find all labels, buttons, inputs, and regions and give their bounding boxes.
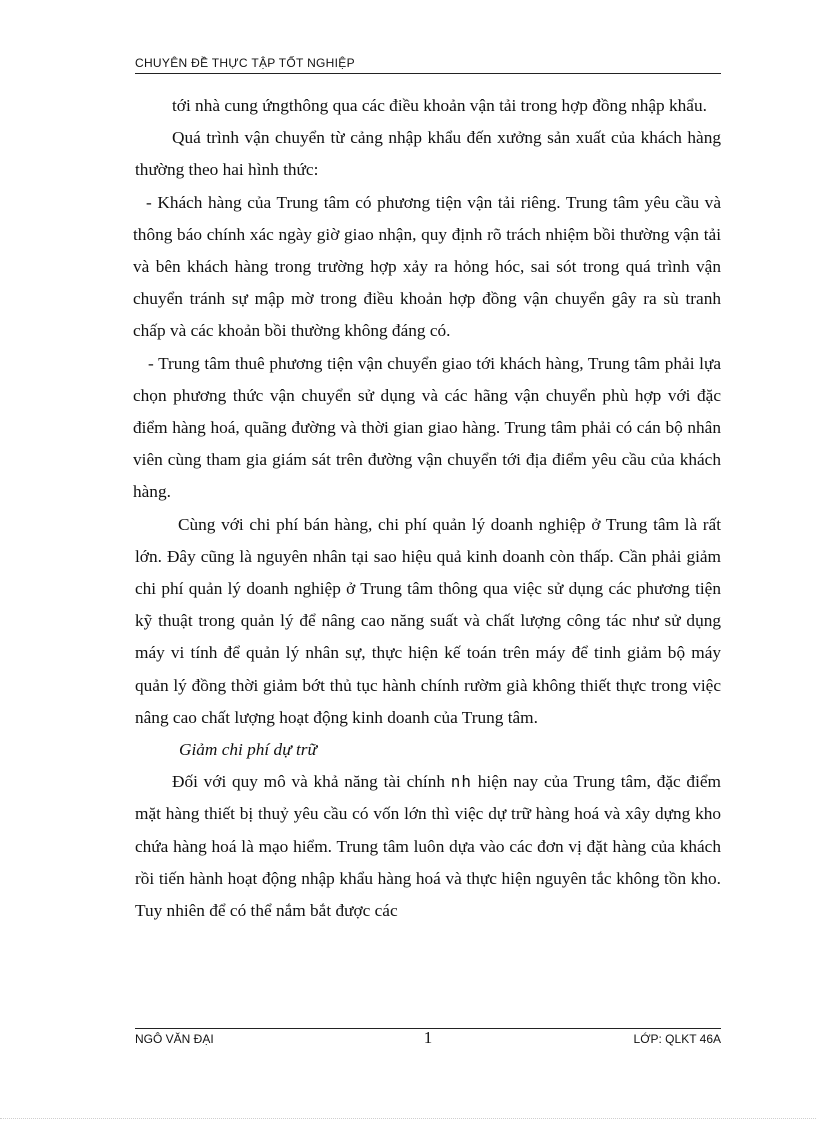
paragraph-3: - Khách hàng của Trung tâm có phương tiện vận tải riêng. Trung tâm yêu cầu và thông báo chính xác ngày giờ giao nhận, quy định rõ trách nhiệm bồi thường vận tải và bên khách hàng trong trường hợp xảy ra hỏng hóc, sai sót trong quá trình vận chuyển tránh sự mập mờ trong điều khoản hợp đồng vận chuyển gây ra sù tranh chấp và các khoản bồi thường không đáng có. <box>133 192 721 341</box>
paragraph-5: Cùng với chi phí bán hàng, chi phí quản lý doanh nghiệp ở Trung tâm là rất lớn. Đây cũng là nguyên nhân tại sao hiệu quả kinh doanh còn thấp. Cần phải giảm chi phí quản lý doanh nghiệp ở Trung tâm thông qua việc sử dụng các phương tiện kỹ thuật trong quản lý để nâng cao năng suất và chất lượng công tác như sử dụng máy vi tính để quản lý nhân sự, thực hiện kế toán trên máy để tinh giảm bộ máy quản lý đồng thời giảm bớt thủ tục hành chính rườm già không thiết thực trong việc nâng cao chất lượng hoạt động kinh doanh của Trung tâm. <box>135 514 721 727</box>
paragraph-6-start: Đối với quy mô và khả năng tài chính <box>172 772 445 792</box>
page-footer <box>135 1028 721 1047</box>
paragraph-6-end: hiện nay của Trung tâm, đặc điểm mặt hàng thiết bị thuỷ yêu cầu có vốn lớn thì việc dự trữ hàng hoá và xây dựng kho chứa hàng hoá là mạo hiểm. Trung tâm luôn dựa vào các đơn vị đặt hàng của khách rồi tiến hành hoạt động nhập khẩu hàng hoá và thực hiện nguyên tắc không tồn kho. Tuy nhiên để có thể nắm bắt được các <box>135 772 721 921</box>
subheading: Giảm chi phí dự trữ <box>179 740 317 760</box>
paragraph-1: tới nhà cung ứngthông qua các điều khoản vận tải trong hợp đồng nhập khẩu. <box>172 96 707 115</box>
page-bottom-border <box>0 1118 816 1119</box>
paragraph-2: Quá trình vận chuyển từ cảng nhập khẩu đến xưởng sản xuất của khách hàng thường theo hai hình thức: <box>135 128 721 180</box>
paragraph-6 <box>135 766 721 927</box>
paragraph-6-odd-glyphs: nh <box>450 772 472 792</box>
page-number: 1 <box>423 1028 433 1047</box>
page-body <box>135 90 721 927</box>
footer-author: NGÔ VĂN ĐẠI <box>135 1032 214 1046</box>
footer-class: LỚP: QLKT 46A <box>633 1032 721 1046</box>
paragraph-4: - Trung tâm thuê phương tiện vận chuyển giao tới khách hàng, Trung tâm phải lựa chọn phương thức vận chuyển sử dụng và các hãng vận chuyển phù hợp với đặc điểm hàng hoá, quãng đường và thời gian giao hàng. Trung tâm phải có cán bộ nhân viên cùng tham gia giám sát trên đường vận chuyển tới địa điểm yêu cầu của khách hàng. <box>133 353 721 502</box>
page-header: CHUYÊN ĐỀ THỰC TẬP TỐT NGHIỆP <box>135 56 721 74</box>
